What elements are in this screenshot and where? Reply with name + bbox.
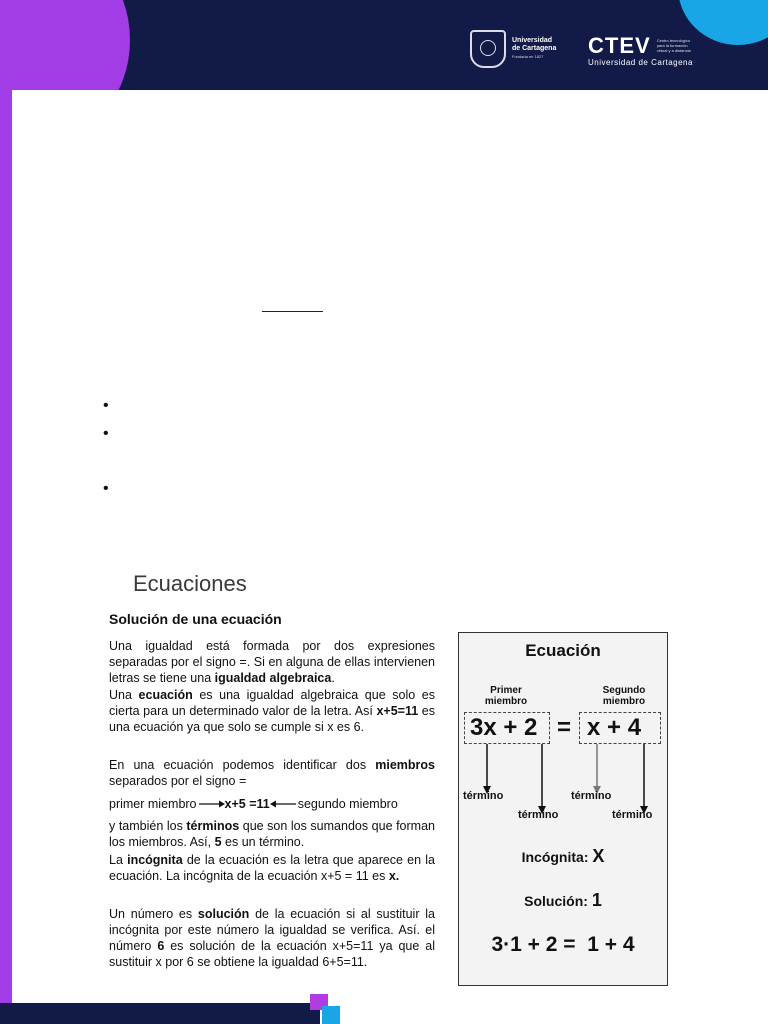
left-side-expression: 3x + 2: [470, 714, 538, 741]
arrow-right-label: segundo miembro: [297, 797, 398, 811]
bullet-marker: •: [103, 397, 109, 414]
decorative-blue-square: [322, 1006, 340, 1024]
left-accent-bar: [0, 90, 12, 1005]
arrow-down-icon: [639, 744, 649, 814]
arrow-equation: x+5 =11: [224, 797, 270, 811]
udc-logo-line2: de Cartagena: [512, 45, 557, 52]
paragraph-incognita: La incógnita de la ecuación es la letra que aparece en la ecuación. La incógnita de la ecuación x+5 = 11 es x.: [109, 853, 435, 883]
ctev-logo-subtitle: Universidad de Cartagena: [588, 58, 693, 67]
arrow-right-icon: [197, 799, 225, 809]
paragraph-ecuacion: Una ecuación es una igualdad algebraica que solo es cierta para un determinado valor de la letra. Así x+5=11 es una ecuación ya que solo se cumple si x es 6.: [109, 688, 435, 734]
udc-logo-tagline: Fundada en 1827: [512, 54, 544, 59]
equation-diagram: [458, 632, 668, 986]
solution-check: 3·1 + 2 = 1 + 4: [491, 933, 635, 956]
paragraph-terminos: y también los términos que son los sumandos que forman los miembros. Así, 5 es un término.: [109, 819, 435, 849]
section-title: Solución de una ecuación: [109, 611, 282, 627]
ctev-logo-tagline: Centro tecnológico para la formación virtual y a distancia: [656, 38, 691, 53]
equals-sign: =: [557, 714, 572, 741]
arrow-down-icon: [592, 744, 602, 794]
figure-title: Ecuaciones: [133, 571, 247, 596]
unknown-line: [459, 846, 667, 867]
footer-bar: [0, 1003, 320, 1024]
paragraph-miembros: En una ecuación podemos identificar dos miembros separados por el signo =: [109, 758, 435, 788]
arrow-down-icon: [537, 744, 547, 814]
arrow-left-icon: [270, 799, 298, 809]
term-label: término: [612, 809, 653, 821]
term-label: término: [571, 790, 612, 802]
ctev-logo: [588, 33, 699, 67]
bullet-marker: •: [103, 425, 109, 442]
paragraph-solucion: Un número es solución de la ecuación si al sustituir la incógnita por este número la igualdad se verifica. Así. el número 6 es solución de la ecuación x+5=11 ya que al sustituir x por 6 se obtiene la igualdad 6+5=11.: [109, 907, 435, 969]
ctev-logo-name: CTEV: [588, 33, 651, 58]
solution-value: 1: [591, 890, 602, 910]
unknown-value: X: [592, 846, 605, 866]
bullet-marker: •: [103, 480, 109, 497]
term-label: término: [518, 809, 559, 821]
udc-logo-line1: Universidad: [512, 37, 553, 44]
term-label: término: [463, 790, 504, 802]
first-member-label: Primer miembro: [484, 685, 528, 707]
header-banner: [0, 0, 768, 90]
arrow-left-label: primer miembro: [109, 797, 197, 811]
unknown-label: Incógnita:: [521, 849, 589, 865]
second-member-label: Segundo miembro: [602, 685, 646, 707]
right-side-expression: x + 4: [587, 714, 642, 741]
horizontal-rule: [262, 311, 323, 312]
university-seal-icon: [470, 30, 506, 68]
decorative-purple-blob: [0, 0, 130, 90]
solution-label: Solución:: [524, 893, 588, 909]
ecuaciones-figure: [95, 568, 675, 988]
arrow-down-icon: [482, 744, 492, 794]
members-arrow-line: [109, 796, 439, 812]
universidad-de-cartagena-logo: [470, 30, 556, 68]
solution-line: [459, 890, 667, 911]
paragraph-igualdad: Una igualdad está formada por dos expresiones separadas por el signo =. Si en alguna de ellas intervienen letras se tiene una igualdad algebraica.: [109, 639, 435, 685]
equation-box-title: Ecuación: [525, 641, 601, 660]
